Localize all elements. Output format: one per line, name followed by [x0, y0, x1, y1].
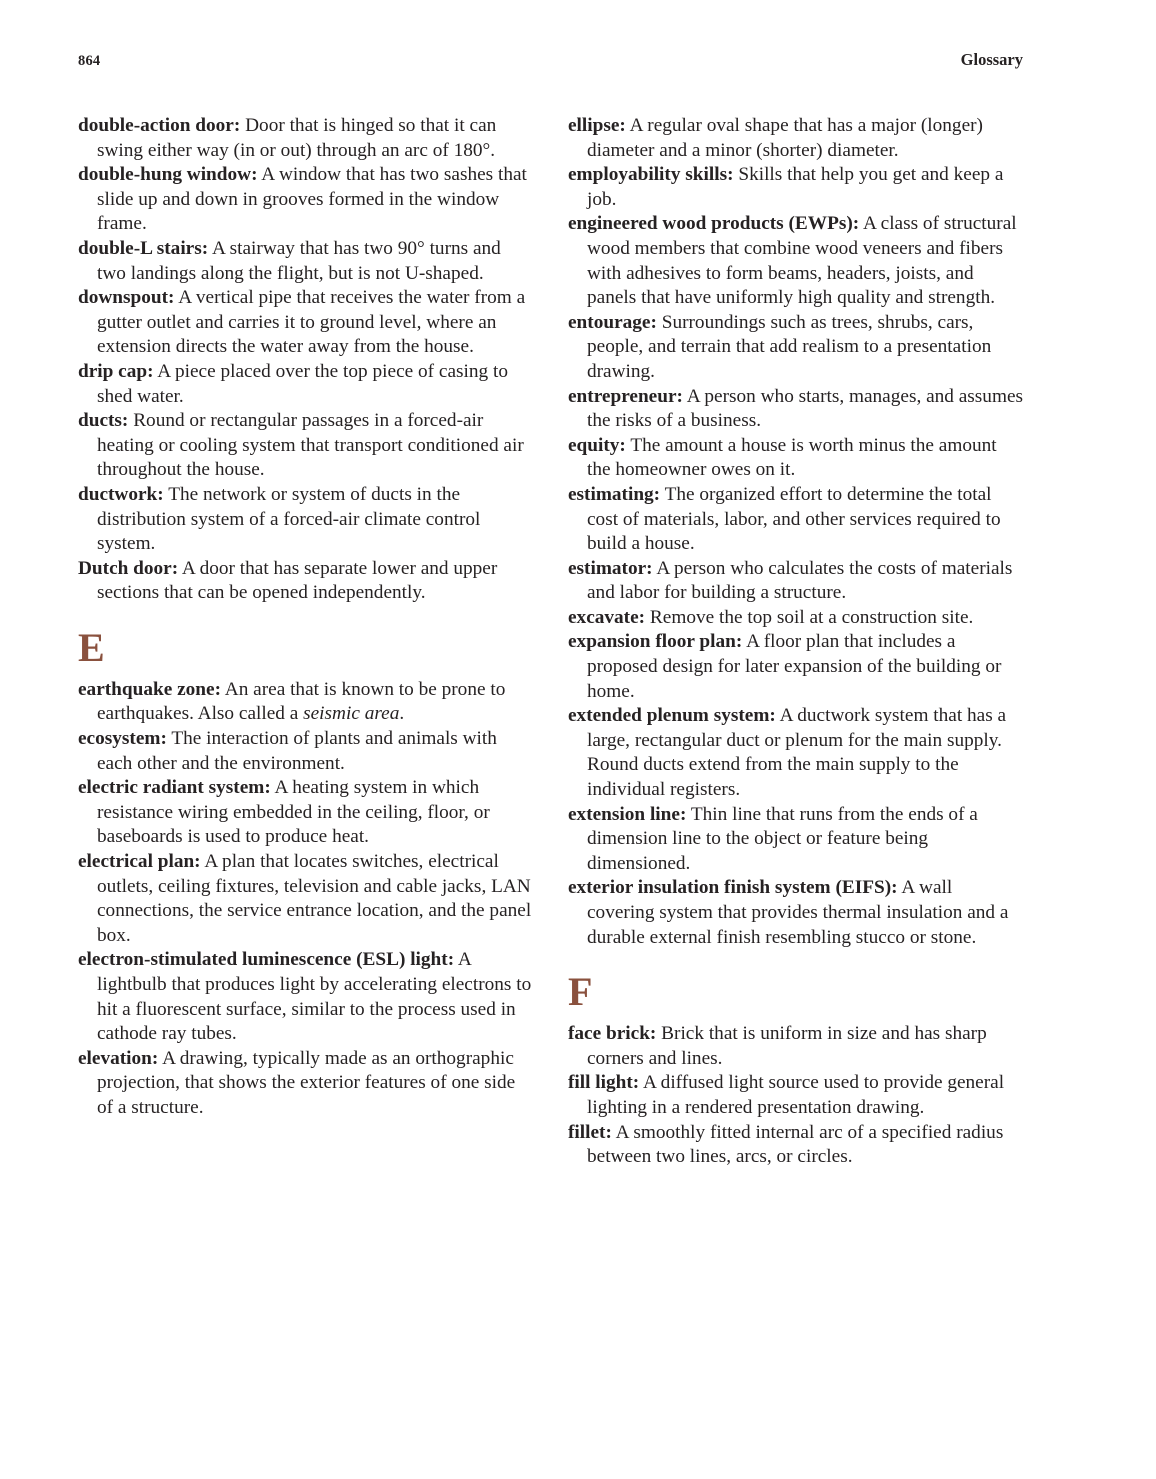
glossary-entry: electrical plan: A plan that locates switches, electrical outlets, ceiling fixtures, television and cable jacks, LAN connections, the service entrance location, and the panel box. [78, 851, 532, 946]
glossary-entry: elevation: A drawing, typically made as an orthographic projection, that shows the exterior features of one side of a structure. [78, 1047, 516, 1118]
glossary-entry: exterior insulation finish system (EIFS): A wall covering system that provides thermal insulation and a durable external finish resembling stucco or stone. [568, 877, 1009, 948]
glossary-term: excavate: [568, 606, 646, 628]
section-letter-f: F [568, 969, 593, 1015]
glossary-term: double-hung window: [78, 164, 258, 186]
glossary-term: equity: [568, 434, 626, 456]
glossary-term: double-L stairs: [78, 237, 209, 259]
glossary-entry: entourage: Surroundings such as trees, shrubs, cars, people, and terrain that add realism to a presentation drawing. [568, 311, 992, 382]
glossary-entry: face brick: Brick that is uniform in size and has sharp corners and lines. [568, 1023, 987, 1069]
glossary-entry: excavate: Remove the top soil at a construction site. [568, 606, 974, 628]
glossary-term: double-action door: [78, 115, 241, 136]
glossary-term: drip cap: [78, 360, 154, 382]
glossary-term: employability skills: [568, 164, 734, 186]
glossary-entry: equity: The amount a house is worth minus the amount the homeowner owes on it. [568, 434, 997, 481]
glossary-term: ducts: [78, 410, 129, 432]
glossary-entry: estimating: The organized effort to determine the total cost of materials, labor, and other services required to build a house. [568, 483, 1001, 555]
glossary-term: electrical plan: [78, 851, 201, 873]
glossary-term: electron-stimulated luminescence (ESL) light: [78, 949, 455, 971]
glossary-entry: extension line: Thin line that runs from the ends of a dimension line to the object or feature being dimensioned. [568, 803, 978, 874]
glossary-entry: extended plenum system: A ductwork system that has a large, rectangular duct or plenum for the main supply. Round ducts extend from the main supply to the individual registers. [568, 705, 1007, 801]
glossary-entry: earthquake zone: An area that is known to be prone to earthquakes. Also called a seismic area. [78, 678, 506, 725]
glossary-column-left [78, 114, 533, 1170]
glossary-entry: electron-stimulated luminescence (ESL) light: A lightbulb that produces light by accelerating electrons to hit a fluorescent surface, similar to the process used in cathode ray tubes. [78, 949, 532, 1045]
glossary-term: extension line: [568, 803, 687, 825]
glossary-entry: employability skills: Skills that help you get and keep a job. [568, 164, 1004, 210]
glossary-term: engineered wood products (EWPs): [568, 213, 860, 235]
section-letter-e: E [78, 624, 105, 670]
glossary-entry: expansion floor plan: A floor plan that includes a proposed design for later expansion of the building or home. [568, 631, 1002, 702]
glossary-entry: entrepreneur: A person who starts, manages, and assumes the risks of a business. [568, 385, 1024, 432]
glossary-term: expansion floor plan: [568, 631, 743, 653]
glossary-term: fill light: [568, 1072, 640, 1094]
glossary-entry: fill light: A diffused light source used to provide general lighting in a rendered presentation drawing. [568, 1072, 1005, 1118]
glossary-entry: ducts: Round or rectangular passages in a forced-air heating or cooling system that transport conditioned air throughout the house. [78, 410, 524, 481]
glossary-entry: double-action door: Door that is hinged so that it can swing either way (in or out) through an arc of 180°. [78, 115, 497, 161]
glossary-term: electric radiant system: [78, 777, 271, 799]
glossary-entry: ellipse: A regular oval shape that has a major (longer) diameter and a minor (shorter) diameter. [568, 115, 983, 161]
glossary-entry: drip cap: A piece placed over the top piece of casing to shed water. [78, 360, 508, 407]
glossary-entry: engineered wood products (EWPs): A class of structural wood members that combine wood veneers and fibers with adhesives to form beams, headers, joists, and panels that have uniformly high quality and strength. [568, 213, 1017, 309]
glossary-term: Dutch door: [78, 557, 179, 579]
glossary-entry: electric radiant system: A heating system in which resistance wiring embedded in the ceiling, floor, or baseboards is used to produce heat. [78, 777, 490, 848]
glossary-term: downspout: [78, 287, 175, 309]
glossary-term: face brick: [568, 1023, 657, 1045]
glossary-term: estimator: [568, 557, 653, 579]
glossary-entry: double-hung window: A window that has two sashes that slide up and down in grooves formed in the window frame. [78, 164, 527, 235]
glossary-term: ductwork: [78, 483, 164, 505]
glossary-term: entourage: [568, 311, 657, 333]
page-number: 864 [78, 53, 101, 69]
glossary-entry: downspout: A vertical pipe that receives the water from a gutter outlet and carries it to ground level, where an extension directs the water away from the house. [78, 287, 526, 358]
glossary-columns [78, 114, 1023, 1170]
page-header [78, 50, 1023, 70]
glossary-entry: ductwork: The network or system of ducts in the distribution system of a forced-air climate control system. [78, 483, 481, 555]
page-title: Glossary [960, 50, 1023, 69]
glossary-entry: ecosystem: The interaction of plants and animals with each other and the environment. [78, 728, 497, 774]
glossary-term: fillet: [568, 1121, 612, 1143]
glossary-term: estimating: [568, 483, 661, 505]
glossary-term: extended plenum system: [568, 705, 776, 727]
glossary-term: exterior insulation finish system (EIFS): [568, 877, 898, 899]
glossary-term: elevation: [78, 1047, 159, 1069]
glossary-entry: estimator: A person who calculates the costs of materials and labor for building a structure. [568, 557, 1013, 604]
glossary-term: earthquake zone: [78, 678, 221, 700]
glossary-entry: Dutch door: A door that has separate lower and upper sections that can be opened independently. [78, 557, 498, 604]
glossary-entry: fillet: A smoothly fitted internal arc of a specified radius between two lines, arcs, or circles. [568, 1121, 1004, 1168]
glossary-entry: double-L stairs: A stairway that has two 90° turns and two landings along the flight, but is not U-shaped. [78, 237, 501, 284]
glossary-column-right [568, 114, 1023, 1170]
glossary-term: entrepreneur: [568, 385, 683, 407]
italic-text: seismic area [303, 703, 400, 725]
glossary-term: ellipse: [568, 115, 626, 136]
glossary-term: ecosystem: [78, 728, 167, 750]
